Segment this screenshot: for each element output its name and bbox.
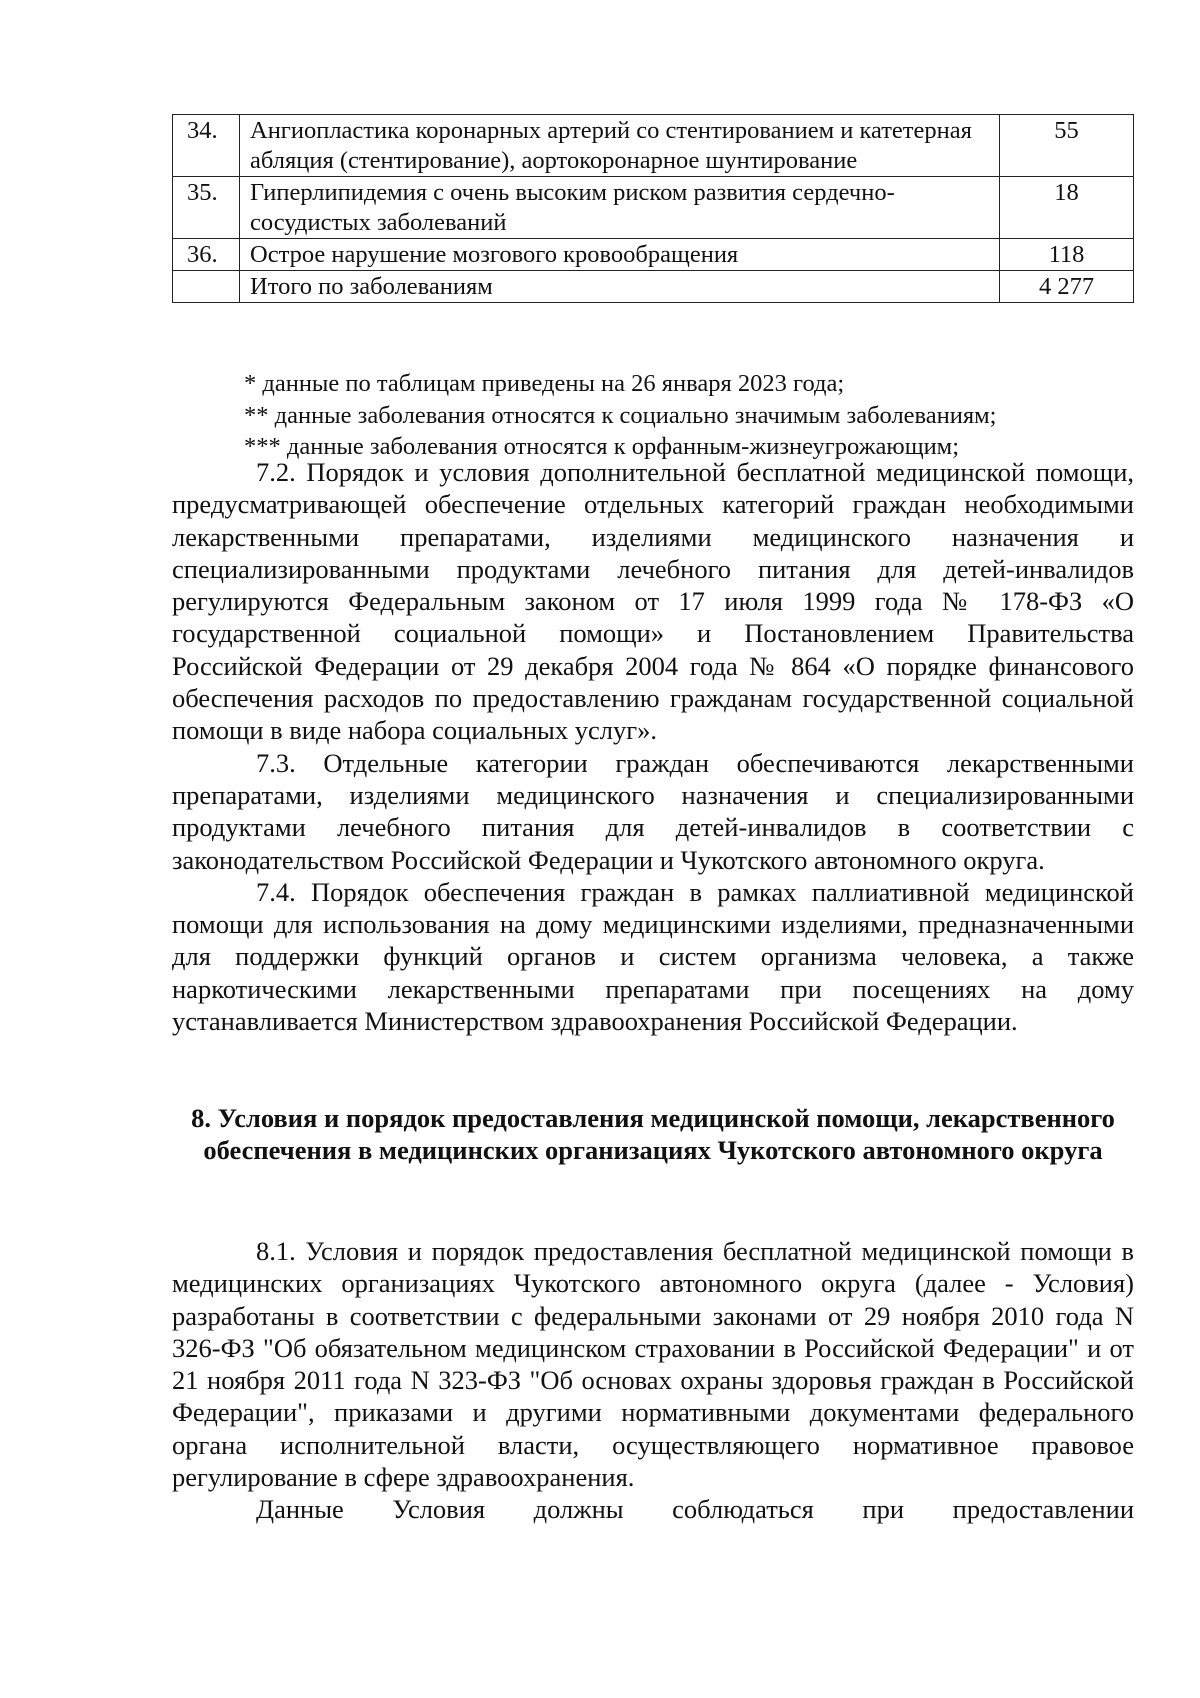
footnote: * данные по таблицам приведены на 26 января 2023 года; [244,370,845,397]
footnote: ** данные заболевания относятся к социально значимым заболеваниям; [244,401,997,429]
disease-name: Гиперлипидемия с очень высоким риском развития сердечно-сосудистых заболеваний [240,177,1000,239]
section-7-body [172,456,1134,1037]
disease-count: 18 [1000,177,1134,239]
paragraph-7-4: 7.4. Порядок обеспечения граждан в рамках паллиативной медицинской помощи для использования на дому медицинскими изделиями, предназначенными для поддержки функций органов и систем организма человека, а также наркотическими лекарственными препаратами при посещениях на дому устанавливается Министерством здравоохранения Российской Федерации. [172,876,1134,1037]
table-row [173,115,1134,177]
paragraph-7-2: 7.2. Порядок и условия дополнительной бесплатной медицинской помощи, предусматривающей обеспечение отдельных категорий граждан необходимыми лекарственными препаратами, изделиями медицинского назначения и специализированными продуктами лечебного питания для детей-инвалидов регулируются Федеральным законом от 17 июля 1999 года № 178-ФЗ «О государственной социальной помощи» и Постановлением Правительства Российской Федерации от 29 декабря 2004 года № 864 «О порядке финансового обеспечения расходов по предоставлению гражданам государственной социальной помощи в виде набора социальных услуг». [172,457,1134,746]
paragraph-7-3: 7.3. Отдельные категории граждан обеспечиваются лекарственными препаратами, изделиями медицинского назначения и специализированными продуктами лечебного питания для детей-инвалидов в соответствии с законодательством Российской Федерации и Чукотского автономного округа. [172,747,1134,875]
table-row [173,239,1134,271]
section-8-body [172,1235,1134,1526]
total-count: 4 277 [1000,271,1134,303]
row-number: 36. [173,239,240,271]
table-row [173,177,1134,239]
row-number: 34. [173,115,240,177]
paragraph-8-1: 8.1. Условия и порядок предоставления бесплатной медицинской помощи в медицинских организациях Чукотского автономного округа (далее - Условия) разработаны в соответствии с федеральными законами от 29 ноября 2010 года N 326-ФЗ "Об обязательном медицинском страховании в Российской Федерации" и от 21 ноября 2011 года N 323-ФЗ "Об основах охраны здоровья граждан в Российской Федерации", приказами и другими нормативными документами федерального органа исполнительной власти, осуществляющего нормативное правовое регулирование в сфере здравоохранения. [172,1236,1134,1493]
disease-name: Острое нарушение мозгового кровообращения [240,239,1000,271]
table-total-row [173,271,1134,303]
disease-count: 118 [1000,239,1134,271]
disease-name: Ангиопластика коронарных артерий со стентированием и катетерная абляция (стентирование), аортокоронарное шунтирование [240,115,1000,177]
footnote: *** данные заболевания относятся к орфанным-жизнеугрожающим; [244,433,959,460]
diseases-table [172,114,1134,303]
footnotes [172,368,1134,463]
row-number [173,271,240,303]
disease-count: 55 [1000,115,1134,177]
total-label: Итого по заболеваниям [240,271,1000,303]
row-number: 35. [173,177,240,239]
section-8-heading: 8. Условия и порядок предоставления медицинской помощи, лекарственного обеспечения в медицинских организациях Чукотского автономного округа [191,1103,1115,1165]
paragraph-continued: Данные Условия должны соблюдаться при предоставлении [256,1494,1134,1525]
